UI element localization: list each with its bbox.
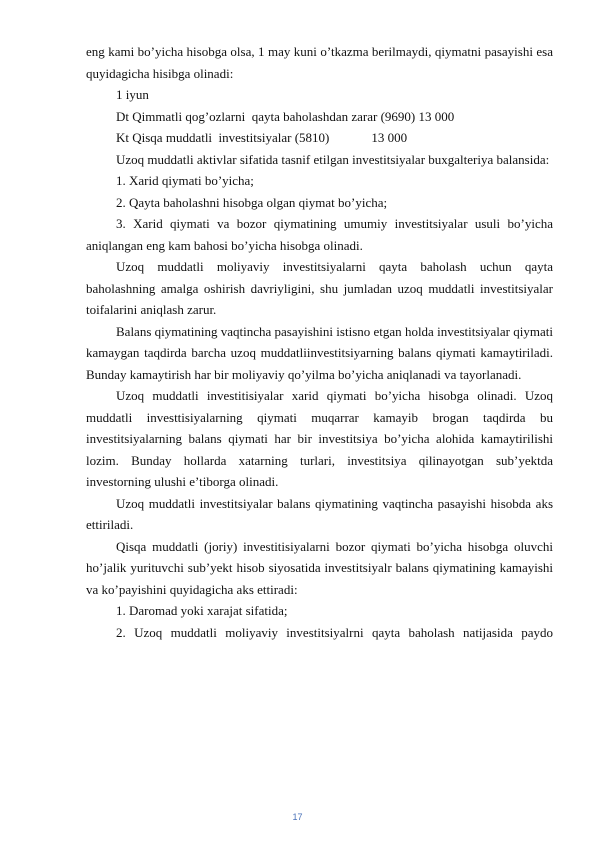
paragraph-balance-intro: Uzoq muddatli aktivlar sifatida tasnif etilgan investitsiyalar buxgalteriya balansida:	[116, 151, 550, 167]
entry-credit	[86, 127, 553, 149]
paragraph-continuation: eng kami bo’yicha hisobga olsa, 1 may kuni o’tkazma berilmaydi, qiymatni pasayishi esa quyidagicha hisibga olinadi:	[86, 44, 553, 81]
list-item-3: 3. Xarid qiymati va bozor qiymatining umumiy investitsiyalar usuli bo’yicha aniqlangan eng kam bahosi bo’yicha hisobga olinadi.	[86, 216, 553, 253]
entry-debit: Dt Qimmatli qog’ozlarni qayta baholashdan zarar (9690) 13 000	[116, 108, 455, 124]
list-item-1: 1. Xarid qiymati bo’yicha;	[116, 173, 254, 188]
list-item-2: 2. Qayta baholashni hisobga olgan qiymat bo’yicha;	[116, 194, 388, 210]
paragraph-temporary-decline: Uzoq muddatli investitsiyalar balans qiymatining vaqtincha pasayishi hisobda aks ettiriladi.	[86, 495, 553, 532]
paragraph-decrease: Balans qiymatining vaqtincha pasayishini istisno etgan holda investitsiyalar qiymati kamaygan taqdirda barcha uzoq muddatliinvestitsiyarning balans qiymati kamaytiriladi. Bunday kamaytirish har bir moliyaviy qo’yilma bo’yicha aniqlanadi va tayorlanadi.	[86, 323, 553, 382]
entry-credit-amount: 13 000	[371, 130, 408, 145]
paragraph-short-term: Qisqa muddatli (joriy) investitisiyalarni bozor qiymati bo’yicha hisobga oluvchi ho’jalik yurituvchi sub’yekt hisob siyosatida investitsiyalr balans qiymatining kamayishi va ko’payishini quyidagicha aks ettiradi:	[86, 538, 553, 597]
list-item-revaluation-result: 2. Uzoq muddatli moliyaviy investitsiyalrni qayta baholash natijasida paydo	[116, 624, 553, 640]
entry-credit-account: Kt Qisqa muddatli investitsiyalar (5810)	[116, 130, 330, 145]
paragraph-revaluation: Uzoq muddatli moliyaviy investitsiyalarni qayta baholash uchun qayta baholashning amalga oshirish davriyligini, shu jumladan uzoq muddatli investitsiyalar toifalarini aniqlash zarur.	[86, 259, 553, 317]
list-item-income: 1. Daromad yoki xarajat sifatida;	[116, 603, 288, 618]
entry-date: 1 iyun	[116, 87, 149, 102]
page-number: 17	[292, 812, 303, 822]
paragraph-purchase-value: Uzoq muddatli investitisiyalar xarid qiymati bo’yicha hisobga olinadi. Uzoq muddatli investtisiyalarning qiymati muqarrar kamayib brogan taqdirda bu investitsiyalarning balans qiymati har bir investitsiya bo’yicha alohida kamaytirilishi lozim. Bunday hollarda xatarning turlari, investitsiya qilinayotgan sub’yektda investorning ulushi e’tiborga olinadi.	[86, 388, 553, 489]
page-content	[86, 41, 553, 643]
